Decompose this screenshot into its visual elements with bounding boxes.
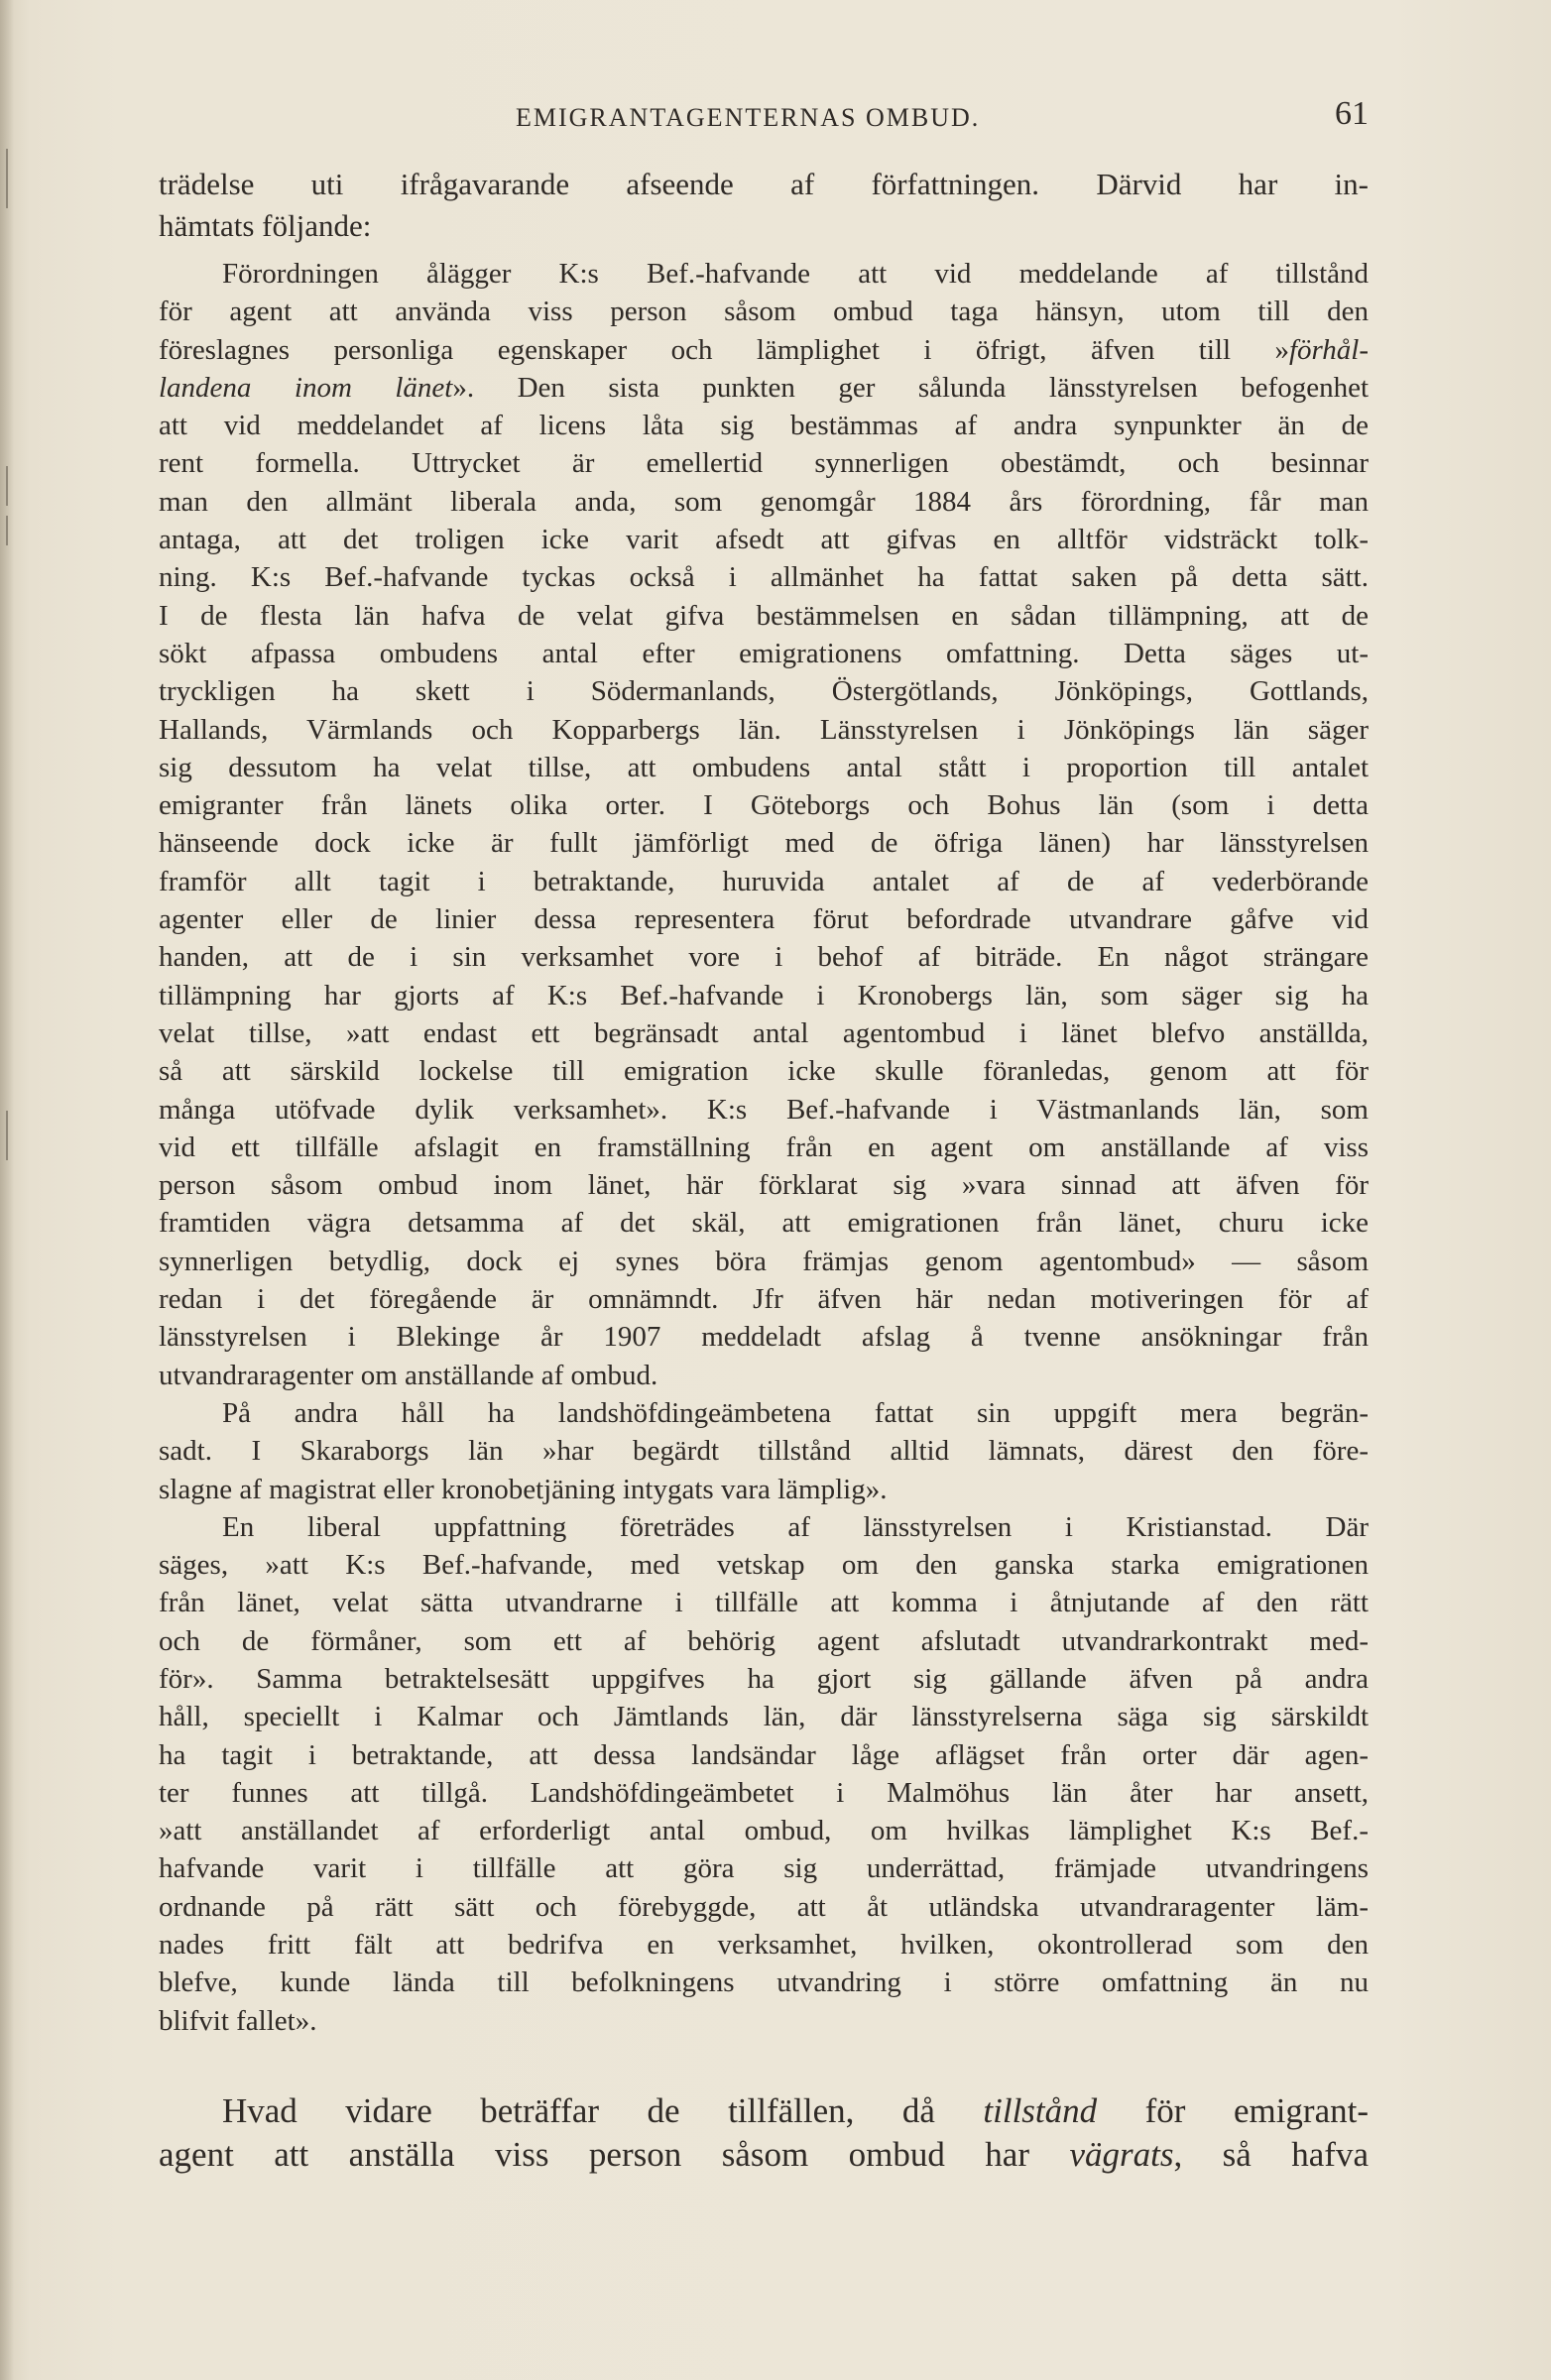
text-line: hämtats följande: bbox=[159, 208, 372, 243]
margin-mark bbox=[6, 1111, 8, 1160]
text-line bbox=[159, 407, 1369, 444]
text-line: slagne af magistrat eller kronobetjäning intygats vara lämplig». bbox=[159, 1473, 888, 1505]
text-line bbox=[159, 331, 1369, 369]
text-run: länsstyrelsen i Blekinge år 1907 meddeladt afslag å tvenne ansökningar från bbox=[159, 1321, 1369, 1354]
text-run: agenter eller de linier dessa representera förut befordrade utvandrare gåfve vid bbox=[159, 903, 1369, 936]
text-line: sadt. I Skaraborgs län »har begärdt tillstånd alltid lämnats, därest den före- bbox=[159, 1435, 1369, 1468]
text-line bbox=[159, 444, 1369, 482]
italic-emphasis: vägrats bbox=[1069, 2135, 1174, 2174]
margin-mark bbox=[6, 466, 8, 506]
text-line: håll, speciellt i Kalmar och Jämtlands län, där länsstyrelserna säga sig särskildt bbox=[159, 1701, 1369, 1733]
page-number: 61 bbox=[1335, 95, 1369, 132]
text-line bbox=[159, 558, 1369, 596]
text-line bbox=[159, 1091, 1369, 1129]
text-line bbox=[159, 1129, 1369, 1166]
text-run: antaga, att det troligen icke varit afsedt att gifvas en alltför vidsträckt tolk- bbox=[159, 524, 1369, 556]
text-run: Hallands, Värmlands och Kopparbergs län. Länsstyrelsen i Jönköpings län säger bbox=[159, 713, 1369, 746]
text-line bbox=[159, 786, 1369, 824]
text-run: hänseende dock icke är fullt jämförligt med de öfriga länen) har länsstyrelsen bbox=[159, 827, 1369, 860]
text-line bbox=[159, 711, 1369, 749]
text-run: velat tillse, »att endast ett begränsadt antal agentombud i länet blefvo anställda, bbox=[159, 1016, 1369, 1049]
text-run: så att särskild lockelse till emigration icke skulle föranledas, genom att för bbox=[159, 1055, 1369, 1088]
text-line: ha tagit i betraktande, att dessa landsändar låge aflägset från orter där agen- bbox=[159, 1738, 1369, 1771]
text-run: ». Den sista punkten ger sålunda länsstyrelsen befogenhet bbox=[452, 371, 1369, 404]
paragraph-3 bbox=[159, 1508, 1369, 2040]
text-run: tryckligen ha skett i Södermanlands, Östergötlands, Jönköpings, Gottlands, bbox=[159, 675, 1369, 708]
text-line bbox=[159, 977, 1369, 1014]
text-run: I de flesta län hafva de velat gifva bestämmelsen en sådan tillämpning, att de bbox=[159, 599, 1369, 632]
text-line: ter funnes att tillgå. Landshöfdingeämbetet i Malmöhus län åter har ansett, bbox=[159, 1776, 1369, 1809]
text-run: framtiden vägra detsamma af det skäl, att emigrationen från länet, churu icke bbox=[159, 1207, 1369, 1240]
text-line bbox=[159, 1357, 1369, 1394]
text-run: framför allt tagit i betraktande, huruvida antalet af de af vederbörande bbox=[159, 865, 1369, 897]
text-line: hafvande varit i tillfälle att göra sig underrättad, främjade utvandringens bbox=[159, 1852, 1369, 1885]
intro-paragraph bbox=[159, 164, 1369, 247]
text-line: »att anställandet af erforderligt antal ombud, om hvilkas lämplighet K:s Bef.- bbox=[159, 1815, 1369, 1847]
text-run: att vid meddelandet af licens låta sig bestämmas af andra synpunkter än de bbox=[159, 410, 1369, 442]
text-run: Förordningen ålägger K:s Bef.-hafvande att vid meddelande af tillstånd bbox=[222, 258, 1369, 290]
text-run: emigranter från länets olika orter. I Göteborgs och Bohus län (som i detta bbox=[159, 789, 1369, 822]
text-line bbox=[159, 1052, 1369, 1090]
text-run: sökt afpassa ombudens antal efter emigrationens omfattning. Detta säges ut- bbox=[159, 637, 1369, 669]
text-run: agent att anställa viss person såsom ombud har bbox=[159, 2135, 1070, 2174]
text-line: för». Samma betraktelsesätt uppgifves ha gjort sig gällande äfven på andra bbox=[159, 1662, 1369, 1695]
text-run: synnerligen betydlig, dock ej synes böra främjas genom agentombud» — såsom bbox=[159, 1245, 1369, 1277]
text-run: , så hafva bbox=[1173, 2135, 1369, 2174]
text-run: handen, att de i sin verksamhet vore i behof af biträde. En något strängare bbox=[159, 941, 1369, 974]
text-line bbox=[159, 824, 1369, 862]
text-run: tillämpning har gjorts af K:s Bef.-hafvande i Kronobergs län, som säger sig ha bbox=[159, 979, 1369, 1012]
text-line: På andra håll ha landshöfdingeämbetena fattat sin uppgift mera begrän- bbox=[222, 1396, 1369, 1429]
text-line bbox=[159, 597, 1369, 635]
text-line: trädelse uti ifrågavarande afseende af författningen. Därvid har in- bbox=[159, 167, 1369, 201]
text-line: blifvit fallet». bbox=[159, 2004, 317, 2037]
text-run: man den allmänt liberala anda, som genomgår 1884 års förordning, får man bbox=[159, 485, 1369, 518]
text-line bbox=[159, 749, 1369, 786]
margin-mark bbox=[6, 516, 8, 545]
text-run: person såsom ombud inom länet, här förklarat sig »vara sinnad att äfven för bbox=[159, 1169, 1369, 1202]
body-text bbox=[159, 164, 1369, 2040]
text-line bbox=[159, 1204, 1369, 1242]
text-line bbox=[159, 900, 1369, 938]
text-line bbox=[159, 1166, 1369, 1204]
text-line bbox=[159, 1243, 1369, 1280]
text-run: för agent att använda viss person såsom ombud taga hänsyn, utom till den bbox=[159, 296, 1369, 328]
paragraph-1 bbox=[159, 255, 1369, 1394]
closing-paragraph bbox=[159, 2089, 1369, 2177]
text-line bbox=[159, 863, 1369, 900]
text-line: från länet, velat sätta utvandrarne i tillfälle att komma i åtnjutande af den rätt bbox=[159, 1587, 1369, 1619]
italic-emphasis: förhål- bbox=[1288, 333, 1369, 366]
text-run: redan i det föregående är omnämndt. Jfr äfven här nedan motiveringen för af bbox=[159, 1283, 1369, 1316]
page-header bbox=[159, 95, 1369, 139]
text-line bbox=[159, 483, 1369, 521]
paragraph-2 bbox=[159, 1394, 1369, 1508]
text-line: ordnande på rätt sätt och förebyggde, att åt utländska utvandraragenter läm- bbox=[159, 1890, 1369, 1923]
text-line bbox=[159, 938, 1369, 976]
text-run: utvandraragenter om anställande af ombud. bbox=[159, 1359, 658, 1391]
text-run: för emigrant- bbox=[1097, 2091, 1369, 2130]
text-run: Hvad vidare beträffar de tillfällen, då bbox=[222, 2091, 984, 2130]
text-line bbox=[159, 293, 1369, 330]
text-line bbox=[159, 1318, 1369, 1356]
text-line bbox=[159, 255, 1369, 293]
text-line: nades fritt fält att bedrifva en verksamhet, hvilken, okontrollerad som den bbox=[159, 1929, 1369, 1962]
page-binding-shadow bbox=[0, 0, 14, 2380]
text-run: sig dessutom ha velat tillse, att ombudens antal stått i proportion till antalet bbox=[159, 751, 1369, 783]
text-line bbox=[159, 672, 1369, 710]
italic-emphasis: tillstånd bbox=[983, 2091, 1098, 2130]
margin-mark bbox=[6, 149, 8, 208]
text-line: säges, »att K:s Bef.-hafvande, med vetskap om den ganska starka emigrationen bbox=[159, 1549, 1369, 1582]
text-line bbox=[159, 2133, 1369, 2177]
text-line: och de förmåner, som ett af behörig agent afslutadt utvandrarkontrakt med- bbox=[159, 1624, 1369, 1657]
text-line bbox=[159, 521, 1369, 558]
text-run: rent formella. Uttrycket är emellertid synnerligen obestämdt, och besinnar bbox=[159, 447, 1369, 480]
text-line bbox=[159, 369, 1369, 407]
italic-emphasis: landena inom länet bbox=[159, 371, 453, 404]
running-title: EMIGRANTAGENTERNAS OMBUD. bbox=[516, 103, 981, 132]
text-run: många utöfvade dylik verksamhet». K:s Bef.-hafvande i Västmanlands län, som bbox=[159, 1093, 1369, 1126]
text-line: En liberal uppfattning företrädes af länsstyrelsen i Kristianstad. Där bbox=[222, 1510, 1369, 1543]
text-line bbox=[159, 1280, 1369, 1318]
text-run: ning. K:s Bef.-hafvande tyckas också i allmänhet ha fattat saken på detta sätt. bbox=[159, 561, 1369, 594]
text-line bbox=[159, 635, 1369, 672]
text-run: föreslagnes personliga egenskaper och lämplighet i öfrigt, äfven till » bbox=[159, 333, 1289, 366]
text-line bbox=[159, 1014, 1369, 1052]
text-line: blefve, kunde lända till befolkningens utvandring i större omfattning än nu bbox=[159, 1966, 1369, 1999]
text-run: vid ett tillfälle afslagit en framställning från en agent om anställande af viss bbox=[159, 1130, 1369, 1163]
text-line bbox=[159, 2089, 1369, 2133]
